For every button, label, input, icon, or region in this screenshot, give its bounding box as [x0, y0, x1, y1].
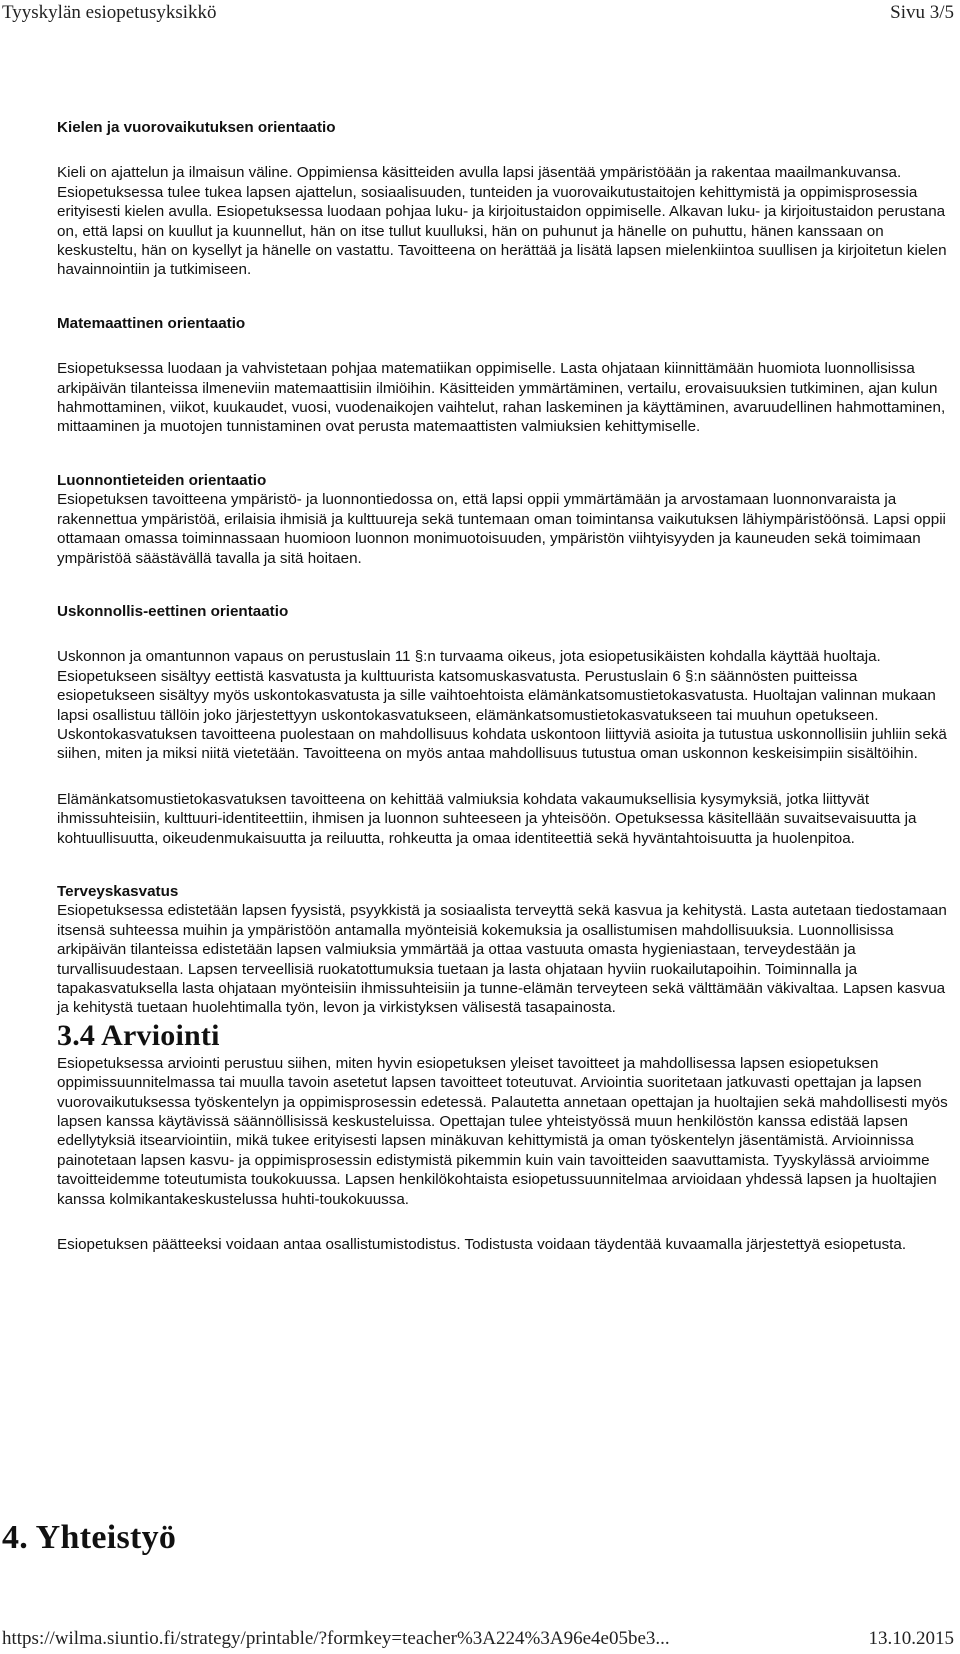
- header-title: Tyyskylän esiopetusyksikkö: [2, 2, 217, 23]
- paragraph-arviointi-2: Esiopetuksen päätteeksi voidaan antaa osallistumistodistus. Todistusta voidaan täydentää kuvaamalla järjestettyä esiopetusta.: [57, 1236, 907, 1254]
- page-header: [2, 2, 954, 24]
- heading-yhteistyo: 4. Yhteistyö: [2, 1519, 177, 1556]
- heading-arviointi: 3.4 Arviointi: [57, 1018, 220, 1052]
- heading-kieli: Kielen ja vuorovaikutuksen orientaatio: [57, 119, 336, 136]
- footer-url: https://wilma.siuntio.fi/strategy/printable/?formkey=teacher%3A224%3A96e4e05be3...: [2, 1628, 670, 1649]
- paragraph-matematiikka: Esiopetuksessa luodaan ja vahvistetaan pohjaa matematiikan oppimiselle. Lasta ohjataan kiinnittämään huomiota luonnollisissa arkipäivän tilanteissa ilmeneviin matemaattisiin ilmiöihin. Käsitteiden ymmärtäminen, vertailu, erovaisuuksien tutkiminen, ajan kulun hahmottaminen, viikot, kuukaudet, vuosi, vuodenaikojen vaihtelut, rahan laskeminen ja käyttäminen, avaruudellinen hahmottaminen, mittaaminen ja muotojen tunnistaminen ovat perusta matemaattisten valmiuksien kehittymiselle.: [57, 360, 946, 436]
- paragraph-terveys: Esiopetuksessa edistetään lapsen fyysistä, psyykkistä ja sosiaalista terveyttä sekä kasvua ja kehitystä. Lasta autetaan tiedostamaan itsensä suhteessa muihin ja ympäristöön antamalla myönteisiä kokemuksia ja osallistumisen mahdollisuuksia. Luonnollisissa arkipäivän tilanteissa edistetään lapsen valmiuksia ymmärtää ja ottaa vastuuta omasta hygieniastaan, terveydestään ja turvallisuudestaan. Lapsen terveellisiä ruokatottumuksia tuetaan ja lasta ohjataan hyviin ruokailutapoihin. Toiminnalla ja tapakasvatuksella lasta ohjataan myönteisiin ihmissuhteisiin ja tunne-elämän terveyteen sekä välttämään väkivaltaa. Lapsen kasvua ja kehitystä tuetaan huolehtimalla työn, levon ja virkistyksen välisestä tasapainosta.: [57, 902, 947, 1017]
- paragraph-uskonto-1: Uskonnon ja omantunnon vapaus on perustuslain 11 §:n turvaama oikeus, jota esiopetusikäisten kohdalla käyttää huoltaja. Esiopetukseen sisältyy eettistä kasvatusta ja kulttuurista katsomuskasvatusta. Perustuslain 6 §:n säännösten puitteissa esiopetukseen sisältyy myös uskontokasvatusta ja sille vaihtoehtoista elämänkatsomustietokasvatusta. Huoltajan valinnan mukaan lapsi osallistuu tällöin joko järjestettyyn uskontokasvatukseen, elämänkatsomustietokasvatukseen tai muuhun opetukseen. Uskontokasvatuksen tavoitteena puolestaan on mahdollisuus kohdata uskontoon liittyviä asioita ja tutustua uskonnollisiin juhliin sekä siihen, miten ja miksi niitä vietetään. Tavoitteena on myös antaa mahdollisuus tutustua oman uskonnon keskeisimpiin sisältöihin.: [57, 648, 947, 763]
- heading-luonnontieto: Luonnontieteiden orientaatio: [57, 471, 267, 489]
- heading-uskonto: Uskonnollis-eettinen orientaatio: [57, 602, 289, 620]
- paragraph-arviointi-1: Esiopetuksessa arviointi perustuu siihen, miten hyvin esiopetuksen yleiset tavoitteet ja mahdollisessa lapsen esiopetuksen oppimissuunnitelmassa tai muulla tavoin asetetut lapsen tavoitteet toteutuvat. Arviointia suoritetaan jatkuvasti opettajan ja lapsen vuorovaikutuksessa työskentelyn ja oppimisprosessin edetessä. Palautetta annetaan opettajan ja huoltajien sekä mahdollisesti myös lapsen kanssa käytävissä säännöllisissä keskusteluissa. Opettajan tulee yhteistyössä muun henkilöstön kanssa edistää lapsen edellytyksiä itsearviointiin, mikä tukee erityisesti lapsen minäkuvan kehittymistä ja oman työskentelyn jäsentämistä. Arvioinnissa painotetaan lapsen kasvu- ja oppimisprosessin edistymistä pikemmin kuin vain tavoitteiden saavuttamista. Tyyskylässä arvioimme tavoitteidemme toteutumista toukokuussa. Lapsen henkilökohtaista esiopetussuunnitelmaa arvioidaan yhdessä lapsen ja huoltajien kanssa kolmikantakeskustelussa huhti-toukokuussa.: [57, 1054, 948, 1208]
- heading-terveys: Terveyskasvatus: [57, 882, 179, 900]
- paragraph-kieli: Kieli on ajattelun ja ilmaisun väline. Oppimiensa käsitteiden avulla lapsi jäsentää ympäristöään ja rakentaa maailmankuvansa. Esiopetuksessa tulee tukea lapsen ajattelun, sosiaalisuuden, tunteiden ja vuorovaikutustaitojen kehittymistä ja oppimisprosessia erityisesti kielen avulla. Esiopetuksessa luodaan pohjaa luku- ja kirjoitustaidon oppimiselle. Alkavan luku- ja kirjoitustaidon perustana on, että lapsi on kuullut ja kuunnellut, hän on itse tullut kuulluksi, hän on puhunut ja hänelle on puhuttu, hänen kanssaan on keskusteltu, hän on kysellyt ja hänelle on vastattu. Tavoitteena on herättää ja lisätä lapsen mielenkiintoa suullisen ja kirjoitetun kielen havainnointiin ja tutkimiseen.: [57, 164, 947, 279]
- document-body: [57, 118, 952, 1254]
- page-number: Sivu 3/5: [890, 2, 954, 23]
- page-footer: [2, 1628, 954, 1650]
- paragraph-luonnontieto: Esiopetuksen tavoitteena ympäristö- ja luonnontiedossa on, että lapsi oppii ymmärtämään ja arvostamaan luonnonvaraista ja rakennettua ympäristöä, erilaisia ihmisiä ja kulttuureja sekä tuntemaan oman toimintansa vaikutuksen lähiympäristöönsä. Lapsi oppii ottamaan omassa toiminnassaan huomioon luonnon monimuotoisuuden, ympäristön viihtyisyyden ja kauneuden sekä toimimaan ympäristöä säästävällä tavalla ja sitä hoitaen.: [57, 491, 946, 567]
- heading-matematiikka: Matemaattinen orientaatio: [57, 314, 246, 332]
- footer-date: 13.10.2015: [868, 1628, 954, 1649]
- paragraph-uskonto-2: Elämänkatsomustietokasvatuksen tavoitteena on kehittää valmiuksia kohdata vakaumuksellisia kysymyksiä, jotka liittyvät ihmissuhteisiin, kulttuuri-identiteettiin, ihmisen ja luonnon suhteeseen ja yhteisöön. Opetuksessa käsitellään suvaitsevaisuutta ja kohtuullisuutta, oikeudenmukaisuutta ja reiluutta, rohkeutta ja omaa identiteettiä sekä hyväntahtoisuutta ja huolenpitoa.: [57, 790, 917, 847]
